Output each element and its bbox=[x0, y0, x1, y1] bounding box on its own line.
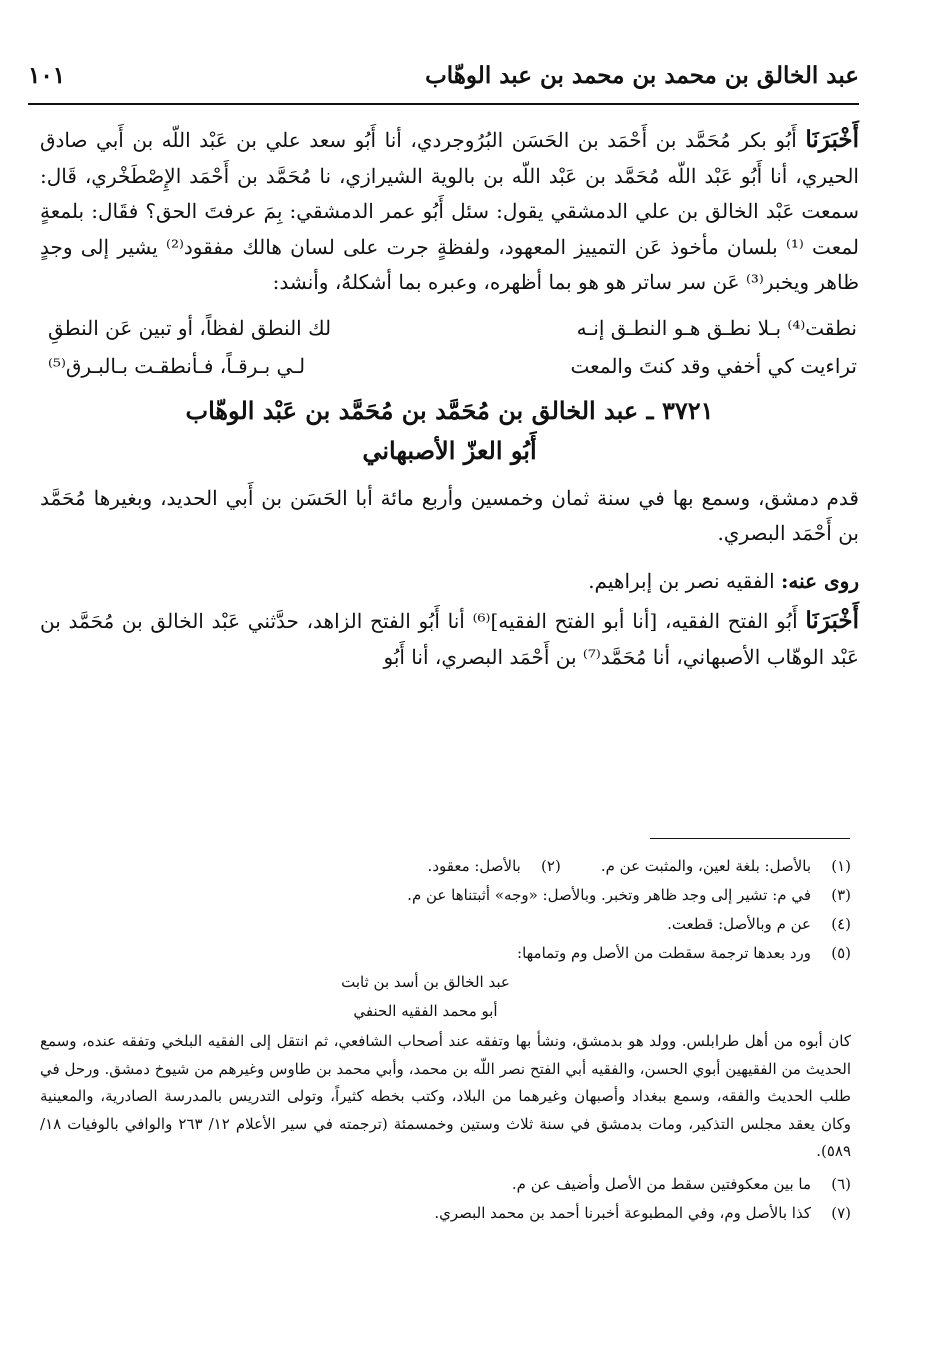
paragraph-lead-word: أَخْبَرَنَا bbox=[805, 607, 860, 634]
footnote-gap bbox=[561, 852, 601, 881]
footnote-rule bbox=[650, 838, 850, 839]
footnote-number: (٣) bbox=[831, 886, 851, 904]
footnote-number: (٦) bbox=[831, 1174, 851, 1193]
footnote-text: في م: تشير إلى وجد ظاهر وتخبر. وبالأصل: «وجه» أثبتناها عن م. bbox=[407, 886, 811, 904]
footnote-quote-kunya: أبو محمد الفقيه الحنفي bbox=[353, 1002, 498, 1020]
verse-first-hemistich: نطقت⁽⁴⁾ بـلا نطـق هـو النطـق إنـه bbox=[576, 315, 857, 340]
verse-second-hemistich: لـي بـرقـاً، فـأنطقـت بـالبـرق⁽⁵⁾ bbox=[48, 353, 306, 378]
paragraph-lead-word: روى عنه: bbox=[780, 568, 859, 593]
footnote bbox=[601, 852, 851, 881]
footnote-number: (٤) bbox=[831, 915, 851, 933]
paragraph-text: الفقيه نصر بن إبراهيم. bbox=[588, 568, 781, 593]
paragraph-isnad-1 bbox=[40, 122, 859, 301]
footnote bbox=[40, 1199, 851, 1228]
poem bbox=[40, 309, 859, 385]
footnote-text: عن م وبالأصل: قطعت. bbox=[667, 915, 811, 933]
footnote-text: ما بين معكوفتين سقط من الأصل وأضيف عن م. bbox=[511, 1174, 811, 1193]
running-title: عبد الخالق بن محمد بن محمد بن عبد الوهّاب bbox=[425, 62, 859, 89]
footnote bbox=[40, 939, 851, 968]
footnote-row bbox=[40, 852, 851, 881]
footnote bbox=[40, 1170, 851, 1199]
footnote bbox=[40, 910, 851, 939]
page-number: ١٠١ bbox=[28, 62, 66, 89]
footnote-quote-biography: كان أبوه من أهل طرابلس. وولد هو بدمشق، ونشأ بها وتفقه عند أصحاب الشافعي، ثم انتقل إلى الفقيه البلخي وتفقه عنده، وسمع الحديث من الفقيهين أبوي الحسن، والفقيه أبي الفتح نصر اللّه بن محمد، وأبي محمد بن طاوس وغيرهم من شيوخ دمشق. ورحل في طلب الحديث والفقه، وسمع ببغداد وأصبهان وغيرهما من البلاد، وكتب بخطه كثيراً، وتولى التدريس بالمدرسة الصادرية، والمعينية وكان يعقد مجلس التذكير، ومات بدمشق في سنة ثلاث وستين وخمسمئة (ترجمته في سير الأعلام ١٢/ ٢٦٣ والوافي بالوفيات ١٨/ ٥٨٩). bbox=[40, 1032, 851, 1160]
footnote-number: (٥) bbox=[831, 944, 851, 962]
header-rule bbox=[28, 103, 859, 105]
entry-heading bbox=[40, 391, 859, 471]
footnote-text: بالأصل: بلغة لعين، والمثبت عن م. bbox=[600, 857, 811, 875]
paragraph-text: أَبُو الفتح الفقيه، [أنا أبو الفتح الفقيه]⁽⁶⁾ أنا أَبُو الفتح الزاهد، حدَّثني عَبْد الخالق بن مُحَمَّد بن عَبْد الوهّاب الأصبهاني، أنا مُحَمَّد⁽⁷⁾ بن أَحْمَد البصري، أنا أَبُو bbox=[40, 609, 859, 669]
verse-line bbox=[40, 347, 859, 385]
footnote-quote-name: عبد الخالق بن أسد بن ثابت bbox=[341, 973, 510, 991]
footnote bbox=[40, 881, 851, 910]
running-header bbox=[28, 62, 859, 98]
entry-heading-kunya: أَبُو العزّ الأصبهاني bbox=[362, 435, 537, 465]
footnote-text: ورد بعدها ترجمة سقطت من الأصل وم وتمامها: bbox=[517, 944, 811, 962]
paragraph-text: أَبُو بكر مُحَمَّد بن أَحْمَد بن الحَسَن البُرُوجردي، أنا أَبُو سعد علي بن عَبْد اللّه بن أَبي صادق الحيري، أنا أَبُو عَبْد اللّه مُحَمَّد بن عَبْد اللّه بن بالوية الشيرازي، نا مُحَمَّد بن أَحْمَد الإِصْطَخْري، قَال: سمعت عَبْد الخالق بن علي الدمشقي يقول: سئل أَبُو عمر الدمشقي: بِمَ عرفتَ الحق؟ فقَال: بلمعةٍ لمعت ⁽¹⁾ بلسان مأخوذ عَن التمييز المعهود، ولفظةٍ جرت على لسان هالك مفقود⁽²⁾ يشير إلى وجدٍ ظاهر ويخبر⁽³⁾ عَن سر ساتر هو هو بما أظهره، وعبره بما أشكلهُ، وأنشد: bbox=[40, 128, 859, 294]
verse-second-hemistich: لك النطق لفظاً، أو تبين عَن النطقِ bbox=[48, 315, 332, 340]
footnote-number: (٧) bbox=[831, 1203, 851, 1222]
paragraph-biography: قدم دمشق، وسمع بها في سنة ثمان وخمسين وأربع مائة أبا الحَسَن بن أَبي الحديد، وبغيرها مُحَمَّد بن أَحْمَد البصري. bbox=[40, 485, 859, 545]
paragraph-lead-word: أَخْبَرَنَا bbox=[805, 126, 859, 153]
paragraph-isnad-2 bbox=[40, 603, 859, 675]
footnote-text: كذا بالأصل وم، وفي المطبوعة أخبرنا أحمد بن محمد البصري. bbox=[434, 1203, 811, 1222]
verse-first-hemistich: تراءيت كي أخفي وقد كنتَ والمعت bbox=[570, 353, 857, 378]
footnote-number: (٢) bbox=[541, 857, 561, 875]
footnote-number: (١) bbox=[831, 857, 851, 875]
main-text bbox=[40, 122, 859, 675]
footnotes bbox=[40, 852, 851, 1228]
entry-heading-name: ٣٧٢١ ـ عبد الخالق بن مُحَمَّد بن مُحَمَّد بن عَبْد الوهّاب bbox=[185, 395, 714, 425]
footnote bbox=[428, 852, 561, 881]
verse-line bbox=[40, 309, 859, 347]
footnote-text: بالأصل: معقود. bbox=[427, 857, 521, 875]
paragraph-narrators bbox=[40, 564, 859, 600]
